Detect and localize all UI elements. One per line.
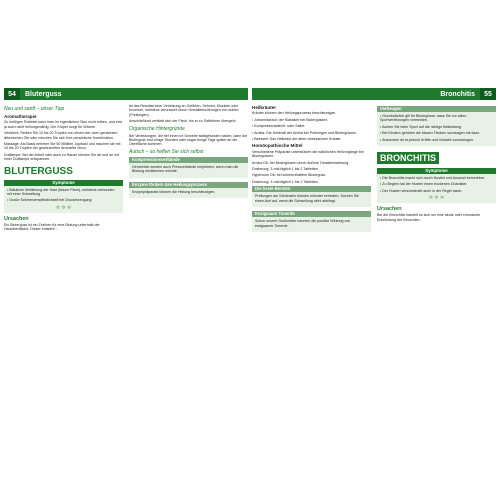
decorative-stars: ✲ ✲ ✲ [428, 195, 445, 202]
ursachen-heading: Ursachen [377, 206, 402, 213]
info-box [129, 157, 248, 178]
vorbeugen-item: • Achten Sie beim Sport auf die richtige Bekleidung. [380, 124, 462, 129]
info-box-title: Enzyme fördern den Heilungsprozess [129, 182, 248, 188]
info-box-title: Die beste Beraten [252, 186, 371, 192]
left-column-2 [129, 104, 248, 412]
vorbeugen-title: Vorbeugen [377, 106, 496, 112]
herb-item: • Johanniskraut: der Klassiker bei Blutergüssen. [252, 117, 329, 122]
left-column-1 [4, 104, 123, 412]
tip-heading: Neu und sanft – unser Tipp [4, 106, 65, 112]
symptom-item: • Der Husten verschwindet auch in der Regel rasch. [380, 188, 463, 193]
running-title: Bluterguss [25, 90, 62, 98]
symptom-item: • Bläuliche Verfärbung der Haut (blauer Fleck), meistens verbunden mit einer Schwellung [7, 187, 115, 197]
paragraph: ist das Resultat einer Verletzung an Gefäßen. Sehnen, Muskeln oder Knochen, meistens verursacht durch Gewalteinwirkungen von außen (Prellungen). [129, 104, 239, 117]
ursachen-heading: Ursachen [4, 215, 29, 222]
running-title: Bronchitis [440, 90, 475, 98]
right-column-2 [377, 104, 496, 412]
ursachen-text: Bei der Bronchitis handelt es sich um eine akute oder chronische Entzündung der Bronchien. [377, 213, 481, 222]
remedy-item: Dosierung: 3-mal täglich 1 bis 2 Tabletten. [252, 179, 319, 184]
vorbeugen-item: • Bei Kindern gehören die blauen Flecken sozusagen mit dazu. [380, 131, 481, 136]
paragraph: Massage: Als Basis nehmen Sie 50 Milliliter Jojobaöl und mischen sie mit 10 bis 20 Tropfen der gewünschten Aromaöle hinzu. [4, 142, 121, 151]
aua-heading: Autsch – so helfen Sie sich selbst [129, 148, 204, 155]
symptom-item: • Große Schmerzempfindlichkeit bei Druckerzeugung [7, 198, 92, 203]
right-column-1 [252, 104, 371, 412]
vorbeugen-item: • Ansonsten ist es jedoch Kräfte und Vorsicht vorzubeugen. [380, 137, 475, 142]
tip-subheading: Aromatherapie [4, 114, 37, 119]
herb-item: • Beinwell: Das Heilkraut der alten chinesischen Kräuter. [252, 137, 342, 142]
remedy-item: Hypericum D6: bei schmerzhaftem Bluterguss. [252, 173, 327, 178]
vorbeugen-item: • Grundsätzlich gilt für Blutergüsse: dass Sie vor allem Sportverletzungen vermeiden. [380, 114, 467, 123]
paragraph: Zu heißigen Rubbeln kann man im eigentlichen Sinn nicht reiben, und erst ja auch nicht heilungsmäßig. Der Körper sorgt für Wärme. [4, 120, 122, 129]
paragraph: Bei Verletzungen, die tief innen im Gewebe stattgefunden haben, kann der Bluterguss erst einige Stunden oder sogar einige Tage später an die Oberfläche kommen. [129, 133, 248, 147]
info-box-text: Prellungen am Schönsten können mitunter verletzen. Suchen Sie einen Arzt auf, wenn die Schwellung nicht abklingt. [255, 194, 359, 203]
info-box [129, 182, 248, 198]
left-page-header [4, 88, 248, 100]
symptom-item: • Zu Beginn hat der Husten einen trockenen Charakter. [380, 182, 468, 187]
vorbeugen-box [377, 106, 496, 146]
info-box [252, 186, 371, 207]
left-page [4, 88, 248, 412]
page-number: 54 [4, 88, 20, 100]
ursachen-text: Ein Bluterguss ist ein Zeichen für eine Blutung unterhalb der Hautoberfläche. Dieser entsteht ... [4, 222, 100, 232]
paragraph: Verschiedene Präparate unterstützen die natürlichen Heilvorgänge bei Blutergüssen. [252, 149, 364, 159]
info-box-title: Kompressionsverbände [129, 157, 248, 163]
page-number: 55 [480, 88, 496, 100]
herb-item: • Arnika: Die Heilkraft der Arnika bei Prellungen und Blutergüssen. [252, 130, 357, 135]
heilkraeuter-heading: Heilkräuter [252, 105, 277, 110]
paragraph: Duftlampe: Bei der Arbeit oder auch zu Hause können Sie ab und an mit einer Duftlampe entspannen. [4, 152, 119, 162]
info-box [252, 211, 371, 232]
symptom-box [377, 168, 496, 203]
remedy-item: Dosierung: 3-mal täglich 1 bis 2 Tabletten. [252, 167, 319, 172]
organic-heading: Organische Hintergründe [129, 125, 185, 132]
symptom-box-title: Symptome [377, 168, 496, 174]
section-heading-bronchitis: BRONCHITIS [377, 152, 439, 164]
symptom-box-title: Symptome [4, 180, 123, 186]
paragraph: Kräuter können den Heilungsprozess beschleunigen. [252, 111, 337, 116]
info-box-text: Schon unsere Großmütter kannten die positive Wirkung von essigsaurer Tonerde. [255, 219, 351, 228]
info-box-text: Gemeinhin werden auch Pressverbände empfohlen, wenn man die Blutung eindämmen möchte. [132, 164, 239, 174]
decorative-stars: ✲ ✲ ✲ [55, 204, 72, 211]
info-box-title: Essigsaure Tonerde [252, 211, 371, 217]
paragraph: Anschließend verfärbt sich der Fleck, bis er zu Gelbtönen übergeht. [129, 119, 237, 124]
paragraph: Verdünnt: Reiben Sie 10 bis 20 Tropfen von einem der oben genannten ätherischen Öle oder mischen Sie sich Ihre persönliche Kombination. [4, 131, 118, 140]
info-box-text: Enzympräparate können die Heilung beschleunigen. [132, 189, 216, 194]
right-page-header [252, 88, 496, 100]
symptom-item: • Die Bronchitis macht sich durch Husten und Auswurf bemerkbar. [380, 176, 485, 181]
homeo-heading: Homöopathische Mittel [252, 143, 303, 149]
symptom-box [4, 180, 123, 213]
section-heading-bluterguss: BLUTERGUSS [4, 165, 73, 177]
remedy-item: Arnica D6: bei Blutergüssen durch äußere Gewalteinwirkung. [252, 160, 350, 165]
herb-item: • Kompressenantinöl: oder Salbe. [252, 124, 306, 129]
right-page [252, 88, 496, 412]
